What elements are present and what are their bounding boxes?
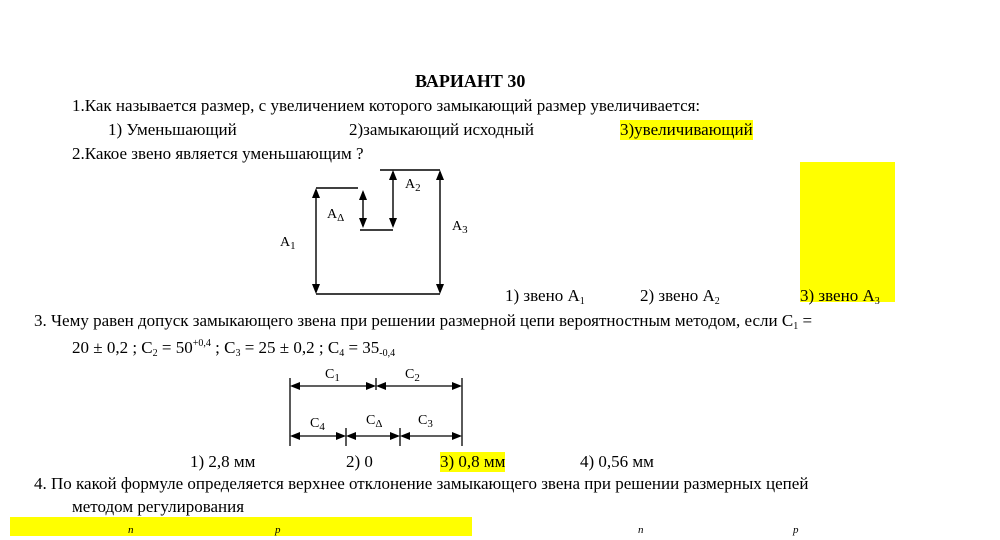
svg-text:C2: $C_2$ (405, 367, 420, 384)
question-4-line-2: методом регулирования (72, 497, 245, 516)
svg-text:C4: $C_4$ (310, 416, 325, 433)
svg-text:C3: $C_3$ (418, 413, 433, 430)
q1-answer-1: 1) Уменьшающий (108, 120, 237, 139)
label-a2: A (405, 177, 416, 192)
svg-text:A2: $A_2$ (405, 177, 421, 194)
formula-fragment-3: n (638, 524, 644, 536)
label-c4: C (310, 416, 320, 431)
q2-answer-1: 1) звено A1 (505, 286, 585, 307)
q3-answer-1: 1) 2,8 мм (190, 452, 256, 471)
page-title: ВАРИАНТ 30 (415, 71, 526, 91)
label-c3: C (418, 413, 428, 428)
svg-text:CΔ: $C_\Delta$ (366, 413, 383, 430)
formula-fragment-4: p (793, 524, 799, 536)
question-1-text: 1.Как называется размер, с увеличением которого замыкающий размер увеличивается: (72, 96, 701, 115)
q3-answer-3-highlighted: 3) 0,8 мм (440, 452, 506, 471)
q3-answer-4: 4) 0,56 мм (580, 452, 654, 471)
label-a3: A (452, 219, 463, 234)
formula-fragment-1: n (128, 524, 134, 536)
question-3-line-2: 20 ± 0,2 ; $C2 = 50^{+0,4}$ ; C3 = 25 ± 0,2 ; C4 = 35-0,4 (72, 338, 396, 359)
svg-text:AΔ: $A_\Delta$ (327, 207, 345, 224)
q3-answer-2: 2) 0 (346, 452, 373, 471)
label-c2: C (405, 367, 415, 382)
label-c1: C (325, 367, 335, 382)
question-4-line-1: 4. По какой формуле определяется верхнее отклонение замыкающего звена при решении размерных цепей (34, 474, 809, 493)
q2-answer-2: 2) звено A2 (640, 286, 720, 307)
formula-fragment-2: p (275, 524, 281, 536)
q1-answer-2: 2)замыкающий исходный (349, 120, 534, 139)
label-a-delta: A (327, 207, 338, 222)
svg-text:A1: $A_1$ (280, 235, 296, 252)
label-a1: A (280, 235, 291, 250)
question-3-line-1: 3. Чему равен допуск замыкающего звена при решении размерной цепи вероятностным методом, если C1 = (34, 311, 813, 332)
q2-answer-3: 3) звено A3 (800, 286, 880, 307)
svg-text:A3: $A_3$ (452, 219, 468, 236)
label-c-delta: C (366, 413, 376, 428)
question-2-text: 2.Какое звено является уменьшающим ? (72, 144, 364, 163)
q1-answer-3-highlighted: 3)увеличивающий (620, 120, 753, 139)
formula-highlight-strip (10, 517, 472, 536)
svg-text:C1: $C_1$ (325, 367, 340, 384)
